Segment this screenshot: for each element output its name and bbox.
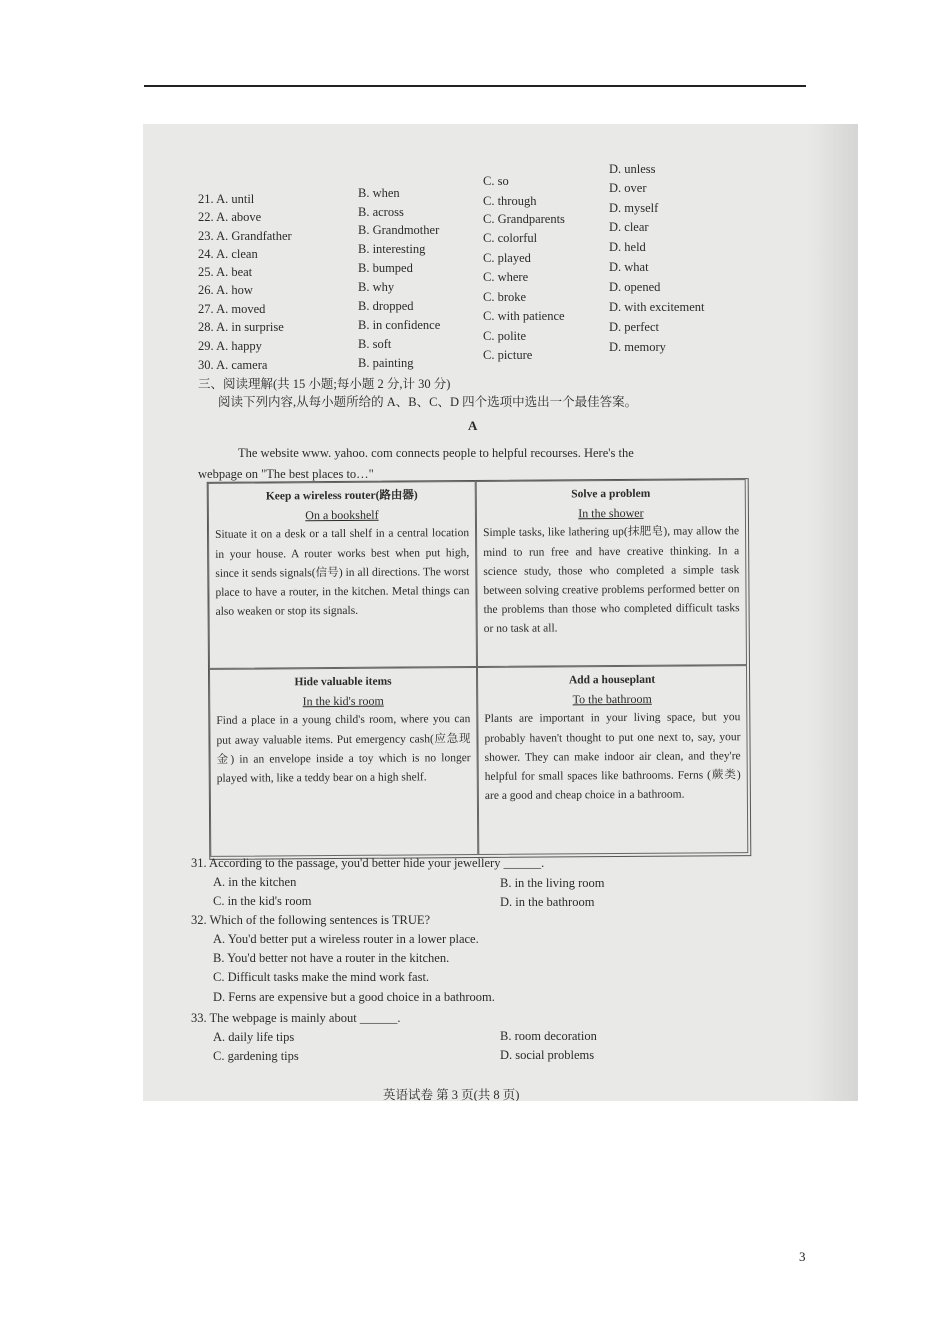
- option-25-a: 25. A. beat: [198, 265, 253, 279]
- option-30-c: C. picture: [483, 348, 533, 362]
- cell-title: Keep a wireless router(路由器): [265, 489, 418, 503]
- option-24-d: D. clear: [609, 220, 649, 234]
- table-cell-problem: [476, 479, 747, 667]
- option-29-d: D. perfect: [609, 320, 659, 334]
- option-22-b: B. across: [358, 205, 404, 219]
- question-32-option-d: D. Ferns are expensive but a good choice in a bathroom.: [213, 990, 495, 1004]
- exam-footer: 英语试卷 第 3 页(共 8 页): [383, 1088, 520, 1101]
- option-25-c: C. played: [483, 251, 531, 265]
- option-28-c: C. with patience: [483, 309, 565, 323]
- option-26-c: C. where: [483, 270, 529, 284]
- option-22-d: D. over: [609, 181, 647, 195]
- option-27-a: 27. A. moved: [198, 302, 266, 316]
- question-31-option-b: B. in the living room: [500, 876, 605, 890]
- exam-page-photo: [143, 124, 858, 1101]
- question-33-option-a: A. daily life tips: [213, 1030, 295, 1044]
- cell-subtitle: In the shower: [578, 506, 644, 521]
- question-33-option-d: D. social problems: [500, 1048, 595, 1062]
- cell-subtitle: To the bathroom: [572, 691, 652, 707]
- question-32-stem: 32. Which of the following sentences is TRUE?: [191, 913, 431, 927]
- option-23-a: 23. A. Grandfather: [198, 229, 292, 243]
- question-33-stem: 33. The webpage is mainly about ______.: [191, 1011, 401, 1025]
- option-25-b: B. bumped: [358, 261, 413, 275]
- passage-intro-line1: The website www. yahoo. com connects people to helpful recourses. Here's the: [238, 446, 634, 460]
- section-instruction: 阅读下列内容,从每小题所给的 A、B、C、D 四个选项中选出一个最佳答案。: [218, 395, 638, 409]
- cell-title: Solve a problem: [571, 487, 651, 501]
- option-26-a: 26. A. how: [198, 283, 253, 297]
- option-23-b: B. Grandmother: [358, 223, 440, 237]
- option-21-d: D. unless: [609, 162, 656, 176]
- table-cell-houseplant: [477, 665, 748, 855]
- option-27-b: B. dropped: [358, 299, 414, 313]
- option-26-b: B. why: [358, 280, 395, 294]
- cell-body: Simple tasks, like lathering up(抹肥皂), may allow the mind to run free and have creative thinking. In a science study, those who completed a simple task between solving creative problems performed better on the problems than those who completed difficult tasks or no task at all.: [483, 525, 740, 636]
- page-number: 3: [799, 1249, 806, 1264]
- section-heading: 三、阅读理解(共 15 小题;每小题 2 分,计 30 分): [198, 377, 451, 391]
- option-29-c: C. polite: [483, 329, 527, 343]
- cell-title: Hide valuable items: [294, 675, 392, 689]
- option-29-b: B. soft: [358, 337, 392, 351]
- option-29-a: 29. A. happy: [198, 339, 262, 353]
- cell-body: Plants are important in your living space, but you probably haven't thought to put one next to, say, your shower. They can make indoor air clean, and they're helpful for small spaces like bathrooms. Ferns (蕨类) are a good and cheap choice in a bathroom.: [484, 711, 741, 803]
- cell-subtitle: In the kid's room: [302, 693, 384, 709]
- option-21-a: 21. A. until: [198, 192, 255, 206]
- cell-body: Situate it on a desk or a tall shelf in a central location in your house. A router works best when put high, since it sends signals(信号) in all directions. The worst place to have a router, in the kitchen. Metal things can also weaken or stop its signals.: [215, 527, 470, 619]
- question-33-option-c: C. gardening tips: [213, 1049, 299, 1063]
- passage-label: A: [468, 418, 478, 433]
- table-cell-router: [208, 481, 477, 669]
- question-31-option-a: A. in the kitchen: [213, 875, 297, 889]
- option-27-c: C. broke: [483, 290, 527, 304]
- option-30-d: D. memory: [609, 340, 666, 354]
- option-30-a: 30. A. camera: [198, 358, 268, 372]
- option-21-b: B. when: [358, 186, 400, 200]
- header-rule: [144, 85, 806, 87]
- option-23-c: C. Grandparents: [483, 212, 565, 226]
- option-27-d: D. opened: [609, 280, 661, 294]
- option-25-d: D. held: [609, 240, 646, 254]
- webpage-table: [207, 478, 752, 860]
- option-28-b: B. in confidence: [358, 318, 441, 332]
- option-26-d: D. what: [609, 260, 649, 274]
- question-31-option-d: D. in the bathroom: [500, 895, 595, 909]
- option-24-b: B. interesting: [358, 242, 426, 256]
- cell-subtitle: On a bookshelf: [305, 507, 379, 523]
- question-31-stem: 31. According to the passage, you'd better hide your jewellery ______.: [191, 856, 545, 870]
- option-23-d: D. myself: [609, 201, 659, 215]
- cell-title: Add a houseplant: [568, 673, 656, 687]
- table-cell-valuables: [209, 667, 478, 857]
- option-28-d: D. with excitement: [609, 300, 705, 314]
- question-33-option-b: B. room decoration: [500, 1029, 597, 1043]
- option-22-a: 22. A. above: [198, 210, 262, 224]
- option-28-a: 28. A. in surprise: [198, 320, 284, 334]
- question-32-option-b: B. You'd better not have a router in the kitchen.: [213, 951, 450, 965]
- question-32-option-a: A. You'd better put a wireless router in a lower place.: [213, 932, 479, 946]
- cell-body: Find a place in a young child's room, where you can put away valuable items. Put emergency cash(应急现金) in an envelope inside a toy which is no longer played with, like a teddy bear on a high shelf.: [216, 713, 471, 785]
- question-31-option-c: C. in the kid's room: [213, 894, 312, 908]
- option-21-c: C. so: [483, 174, 509, 188]
- option-24-a: 24. A. clean: [198, 247, 258, 261]
- option-30-b: B. painting: [358, 356, 414, 370]
- option-24-c: C. colorful: [483, 231, 538, 245]
- option-22-c: C. through: [483, 194, 537, 208]
- question-32-option-c: C. Difficult tasks make the mind work fast.: [213, 970, 430, 984]
- passage-intro-line2: webpage on "The best places to…": [198, 467, 374, 481]
